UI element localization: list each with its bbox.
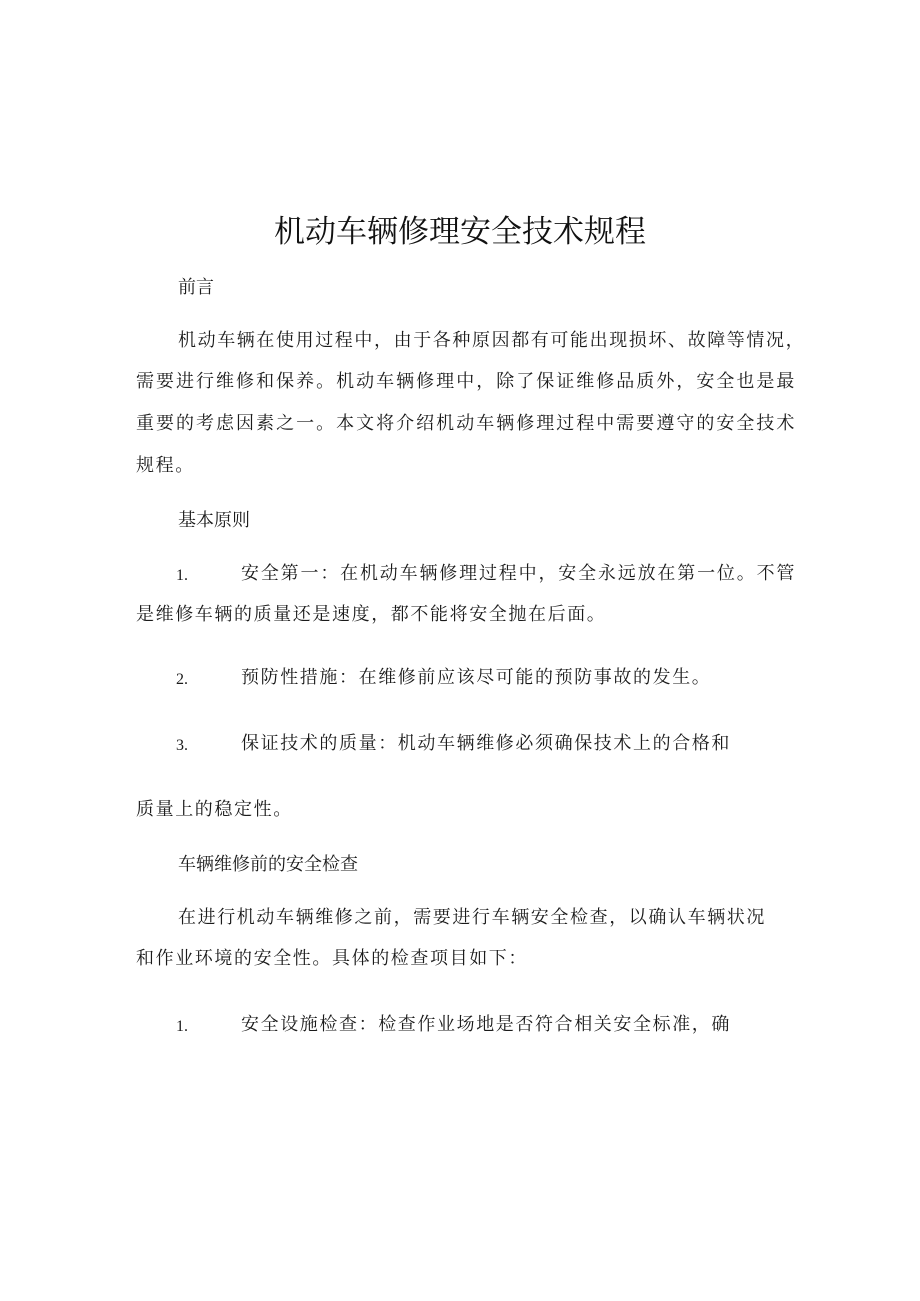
list-item-number: 1.	[176, 567, 188, 584]
paragraph-line: 和作业环境的安全性。具体的检查项目如下：	[136, 948, 528, 969]
list-item-continuation: 是维修车辆的质量还是速度，都不能将安全抛在后面。	[136, 604, 607, 625]
paragraph-line: 规程。	[136, 455, 195, 476]
list-item-number: 3.	[176, 737, 188, 754]
paragraph-line: 机动车辆在使用过程中，由于各种原因都有可能出现损坏、故障等情况，	[178, 330, 806, 351]
paragraph-line: 重要的考虑因素之一。本文将介绍机动车辆修理过程中需要遵守的安全技术	[136, 413, 796, 434]
paragraph-line: 在进行机动车辆维修之前，需要进行车辆安全检查，以确认车辆状况	[178, 907, 766, 928]
list-item-text: 安全设施检查：检查作业场地是否符合相关安全标准，确	[241, 1014, 731, 1035]
section-heading-principles: 基本原则	[178, 510, 250, 531]
list-item-number: 1.	[176, 1018, 188, 1035]
list-item-text: 安全第一：在机动车辆修理过程中，安全永远放在第一位。不管	[241, 563, 796, 584]
list-item-number: 2.	[176, 671, 188, 688]
list-item-text: 保证技术的质量：机动车辆维修必须确保技术上的合格和	[241, 733, 731, 754]
document-title: 机动车辆修理安全技术规程	[274, 214, 646, 250]
list-item-text: 预防性措施：在维修前应该尽可能的预防事故的发生。	[241, 667, 712, 688]
paragraph-line: 需要进行维修和保养。机动车辆修理中，除了保证维修品质外，安全也是最	[136, 371, 796, 392]
section-heading-preface: 前言	[178, 277, 214, 298]
list-item-continuation: 质量上的稳定性。	[136, 799, 293, 820]
section-heading-inspection: 车辆维修前的安全检查	[178, 854, 358, 875]
